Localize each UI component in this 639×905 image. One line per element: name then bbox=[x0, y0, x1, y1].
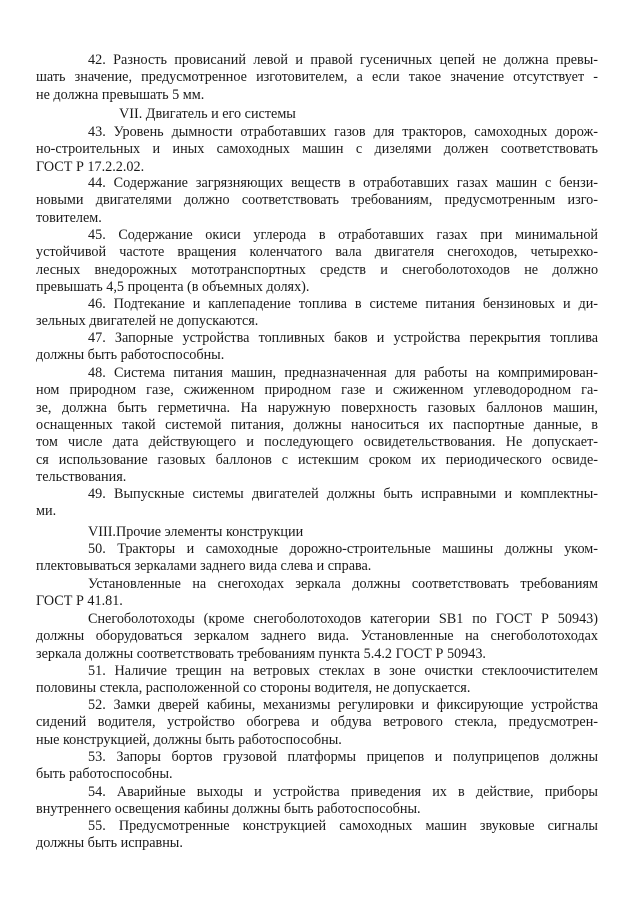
paragraph-line-p48-5: ся использование газовых баллонов с истекшим сроком их периодического освиде- bbox=[36, 451, 598, 468]
paragraph-line-p49-0: 49. Выпускные системы двигателей должны быть исправными и комплектны- bbox=[88, 486, 599, 502]
paragraph-line-p50b-0: Установленные на снегоходах зеркала должны соответствовать требованиям bbox=[88, 576, 598, 592]
paragraph-line-p50c-1: должны оборудоваться зеркалом заднего вида. Установленные на снегоболотоходах bbox=[36, 628, 599, 645]
section-heading-h7-0: VII. Двигатель и его системы bbox=[119, 106, 296, 122]
paragraph-line-p43-0: 43. Уровень дымности отработавших газов для тракторов, самоходных дорож- bbox=[88, 124, 599, 140]
paragraph-line-p53-0: 53. Запоры бортов грузовой платформы прицепов и полуприцепов должны bbox=[88, 749, 599, 765]
paragraph-line-p54-1: внутреннего освещения кабины должны быть работоспособны. bbox=[36, 801, 421, 818]
paragraph-line-p43-2: ГОСТ Р 17.2.2.02. bbox=[36, 158, 145, 175]
paragraph-line-p53-1: быть работоспособны. bbox=[36, 766, 173, 783]
paragraph-line-p51-1: половины стекла, расположенной со стороны водителя, не допускается. bbox=[36, 680, 471, 697]
paragraph-line-p42-0: 42. Разность провисаний левой и правой гусеничных цепей не должна превы- bbox=[88, 52, 598, 68]
paragraph-line-p44-2: товителем. bbox=[36, 209, 102, 226]
paragraph-line-p50b-1: ГОСТ Р 41.81. bbox=[36, 593, 123, 610]
paragraph-line-p55-1: должны быть исправны. bbox=[36, 835, 183, 852]
paragraph-line-p44-0: 44. Содержание загрязняющих веществ в отработавших газах машин с бензи- bbox=[88, 175, 599, 191]
paragraph-line-p51-0: 51. Наличие трещин на ветровых стеклах в зоне очистки стеклоочистителем bbox=[88, 663, 598, 679]
paragraph-line-p50-0: 50. Тракторы и самоходные дорожно-строительные машины должны уком- bbox=[88, 541, 599, 557]
paragraph-line-p48-6: тельствования. bbox=[36, 468, 127, 485]
paragraph-line-p45-0: 45. Содержание окиси углерода в отработавших газах при минимальной bbox=[88, 227, 599, 243]
paragraph-line-p48-2: зе, должна быть герметична. На наружную поверхность газовых баллонов машин, bbox=[36, 399, 598, 416]
paragraph-line-p55-0: 55. Предусмотренные конструкцией самоходных машин звуковые сигналы bbox=[88, 818, 598, 834]
paragraph-line-p48-3: оснащенных такой системой питания, должны наноситься их паспортные данные, в bbox=[36, 416, 598, 433]
paragraph-line-p48-4: том числе дата действующего и последующего освидетельствования. Не допускает- bbox=[36, 434, 599, 451]
paragraph-line-p48-0: 48. Система питания машин, предназначенная для работы на компримирован- bbox=[88, 365, 598, 381]
paragraph-line-p50-1: плектовываться зеркалами заднего вида слева и справа. bbox=[36, 558, 372, 575]
paragraph-line-p45-3: превышать 4,5 процента (в объемных долях). bbox=[36, 278, 310, 295]
paragraph-line-p43-1: но-строительных и иных самоходных машин с дизелями должен соответствовать bbox=[36, 141, 598, 158]
section-heading-h8-0: VIII.Прочие элементы конструкции bbox=[88, 524, 304, 540]
paragraph-line-p46-1: зельных двигателей не допускаются. bbox=[36, 313, 259, 330]
paragraph-line-p50c-0: Снегоболотоходы (кроме снегоболотоходов категории SB1 по ГОСТ Р 50943) bbox=[88, 611, 599, 627]
paragraph-line-p54-0: 54. Аварийные выходы и устройства приведения их в действие, приборы bbox=[88, 784, 598, 800]
paragraph-line-p42-1: шать значение, предусмотренное изготовителем, а если такое значение отсутствует - bbox=[36, 69, 598, 86]
paragraph-line-p50c-2: зеркала должны соответствовать требованиям пункта 5.4.2 ГОСТ Р 50943. bbox=[36, 645, 486, 662]
paragraph-line-p48-1: ном природном газе, сжиженном природном газе и сжиженном углеводородном га- bbox=[36, 382, 598, 399]
paragraph-line-p52-0: 52. Замки дверей кабины, механизмы регулировки и фиксирующие устройства bbox=[88, 697, 599, 713]
paragraph-line-p46-0: 46. Подтекание и каплепадение топлива в системе питания бензиновых и ди- bbox=[88, 296, 599, 312]
paragraph-line-p47-1: должны быть работоспособны. bbox=[36, 347, 225, 364]
paragraph-line-p45-2: лесных внедорожных мототранспортных средств и снегоболотоходов не должно bbox=[36, 261, 599, 278]
paragraph-line-p45-1: устойчивой частоте вращения коленчатого вала двигателя снегоходов, четырехко- bbox=[36, 244, 598, 261]
paragraph-line-p44-1: новыми двигателями должно соответствовать требованиям, предусмотренным изго- bbox=[36, 192, 598, 209]
paragraph-line-p49-1: ми. bbox=[36, 503, 57, 520]
paragraph-line-p47-0: 47. Запорные устройства топливных баков и устройства перекрытия топлива bbox=[88, 330, 599, 346]
paragraph-line-p42-2: не должна превышать 5 мм. bbox=[36, 86, 205, 103]
paragraph-line-p52-2: ные конструкцией, должны быть работоспособны. bbox=[36, 731, 342, 748]
paragraph-line-p52-1: сидений водителя, устройство обогрева и обдува ветрового стекла, предусмотрен- bbox=[36, 714, 599, 731]
